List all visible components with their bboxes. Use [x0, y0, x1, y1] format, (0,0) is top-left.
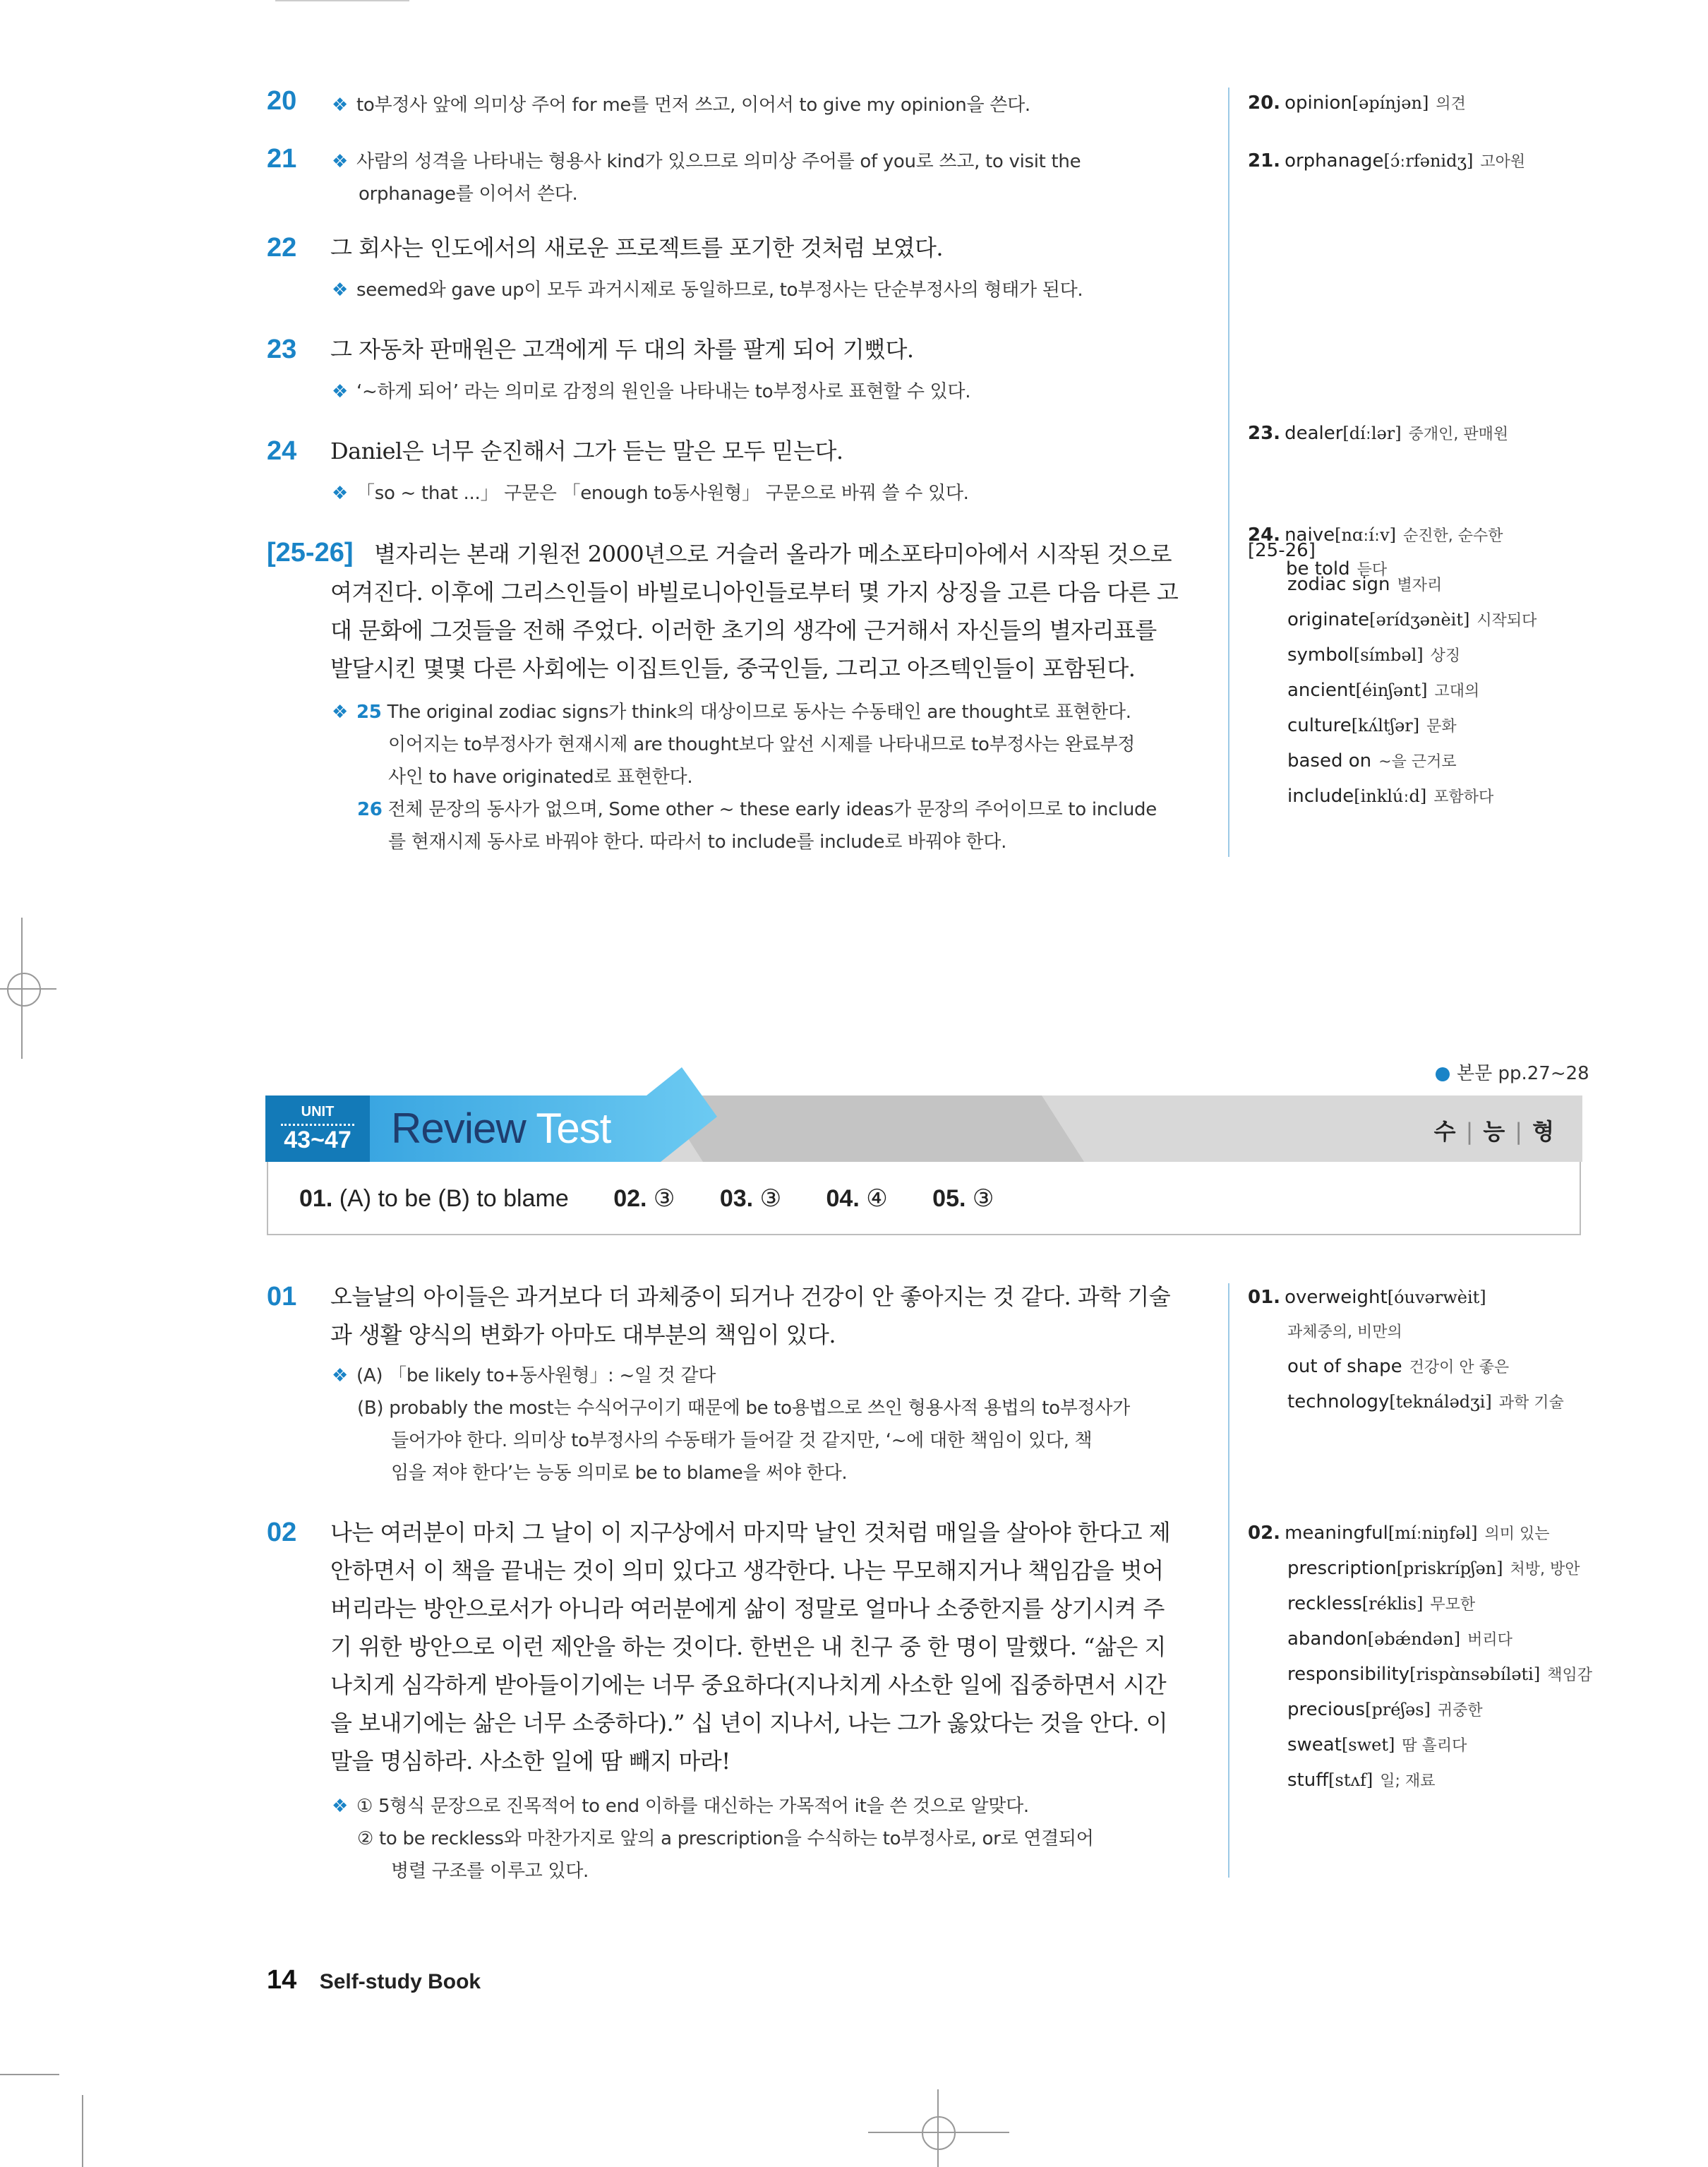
unit-range: 43~47	[284, 1127, 351, 1153]
summary-item: 02. ③	[613, 1185, 675, 1212]
korean-translation: 나는 여러분이 마치 그 날이 이 지구상에서 마지막 날인 것처럼 매일을 살아야 한다고 제 안하면서 이 책을 끝내는 것이 의미 있다고 생각한다. 나는 무모해지거나 책임감을 벗어 버리라는 방안으로서가 아니라 여러분에게 삶이 정말로 얼마나 소중한지를 상기시켜 주 기 위한 방안으로 이런 제안을 하는 것이다. 한번은 내 친구 중 한 명이 말했다. “삶은 지 나치게 심각하게 받아들이기에는 너무 중요하다(지나치게 사소한 일에 집중하면서 시간 을 보내기에는 삶은 너무 소중하다).” 십 년이 지나서, 나는 그가 옳았다는 것을 안다. 이 말을 명심하라. 사소한 일에 땀 빼지 마라!	[330, 1519, 1171, 1775]
vocab-item: precious[préʃəs] 귀중한	[1287, 1699, 1483, 1720]
diamond-icon: ❖	[332, 1796, 349, 1817]
column-divider-top	[1228, 88, 1229, 857]
vocab-item: include[inklúːd] 포함하다	[1287, 786, 1494, 807]
summary-item: 05. ③	[932, 1185, 994, 1212]
unit-dots	[281, 1124, 354, 1126]
crop-mark-bottom-v	[82, 2095, 83, 2167]
exam-type: 수 | 능 | 형	[1433, 1118, 1554, 1145]
summary-item: 04. ④	[826, 1185, 888, 1212]
answer-number: 20	[267, 86, 297, 116]
answer-number: 23	[267, 335, 297, 364]
vocab-item: symbol[símbəl] 상징	[1287, 644, 1461, 666]
review-test-banner	[265, 1067, 1582, 1162]
korean-translation: 그 회사는 인도에서의 새로운 프로젝트를 포기한 것처럼 보였다.	[330, 234, 944, 261]
vocab-item: 02. meaningful[míːniŋfəl] 의미 있는	[1248, 1523, 1550, 1544]
explanation: ❖ ① 5형식 문장으로 진목적어 to end 이하를 대신하는 가목적어 it을 쓴 것으로 알맞다. ② to be reckless와 마찬가지로 앞의 a prescription을 수식하는 to부정사로, or로 연결되어 병렬 구조를 이루고 있다.	[332, 1796, 1094, 1882]
vocab-item: based on ~을 근거로	[1287, 750, 1457, 772]
vocab-item: culture[kʌ́ltʃər] 문화	[1287, 715, 1457, 736]
vocab-item: stuff[stʌf] 일; 재료	[1287, 1770, 1436, 1791]
summary-item: 01. (A) to be (B) to blame	[299, 1185, 569, 1212]
diamond-icon: ❖	[332, 280, 349, 301]
vocab-item: responsibility[rispɑ̀nsəbíləti] 책임감	[1287, 1664, 1592, 1685]
korean-translation: 별자리는 본래 기원전 2000년으로 거슬러 올라가 메소포타미아에서 시작된 것으로 여겨진다. 이후에 그리스인들이 바빌로니아인들로부터 몇 가지 상징을 고른 다음 다른 고 대 문화에 그것들을 전해 주었다. 이러한 초기의 생각에 근거해서 자신들의 별자리표를 발달시킨 몇몇 다른 사회에는 이집트인들, 중국인들, 그리고 아즈텍인들이 포함된다.	[330, 541, 1179, 682]
page-reference: 본문 pp.27~28	[1436, 1059, 1589, 1085]
vocab-item: 23. dealer[díːlər] 중개인, 판매원	[1248, 423, 1509, 444]
vocab-item: sweat[swet] 땀 흘리다	[1287, 1734, 1467, 1755]
vocab-item: 21. orphanage[ɔ́ːrfənidʒ] 고아원	[1248, 150, 1526, 172]
vocab-item: prescription[priskrípʃən] 처방, 방안	[1287, 1558, 1580, 1579]
vocab-item: originate[ərídʒənèit] 시작되다	[1287, 609, 1537, 630]
korean-translation: 오늘날의 아이들은 과거보다 더 과체중이 되거나 건강이 안 좋아지는 것 같다. 과학 기술 과 생활 양식의 변화가 아마도 대부분의 책임이 있다.	[330, 1283, 1171, 1348]
vocab-item: reckless[réklis] 무모한	[1287, 1593, 1476, 1614]
explanation: ❖ 「so ~ that ...」 구문은 「enough to동사원형」 구문으로 바꿔 쓸 수 있다.	[332, 483, 969, 504]
explanation: ❖ 사람의 성격을 나타내는 형용사 kind가 있으므로 의미상 주어를 of you로 쓰고, to visit the orphanage를 이어서 쓴다.	[332, 151, 1081, 205]
vocab-item: 24. naive[nɑːíːv] 순진한, 순수한	[1248, 524, 1503, 546]
vocab-item: 과체중의, 비만의	[1287, 1323, 1402, 1341]
answer-number: 24	[267, 436, 297, 466]
answer-number: 21	[267, 144, 297, 174]
vocab-item: 20. opinion[əpínjən] 의견	[1248, 92, 1466, 114]
answer-number: 02	[267, 1518, 297, 1547]
diamond-icon: ❖	[332, 1365, 349, 1386]
unit-label: UNIT	[301, 1104, 335, 1119]
answer-number: 22	[267, 233, 297, 263]
vocab-item: out of shape 건강이 안 좋은	[1287, 1356, 1510, 1377]
crop-mark-top	[275, 0, 409, 1]
vocab-item: be told 듣다	[1286, 558, 1388, 580]
crop-mark-bottom-h	[0, 2074, 59, 2075]
banner-title: Review Test	[391, 1105, 611, 1152]
vocab-list-25-26: [25-26] zodiac sign 별자리 originate[ərídʒənèit] 시작되다 symbol[símbəl] 상징 ancient[éinʃənt] 고대의 culture[kʌ́ltʃər] 문화 based on ~을 근거로 include[inklúːd] 포함하다	[1248, 534, 1536, 815]
vocab-item: 01. overweight[óuvərwèit]	[1248, 1287, 1486, 1308]
answer-summary-box	[267, 1162, 1581, 1235]
korean-translation: Daniel은 너무 순진해서 그가 듣는 말은 모두 믿는다.	[330, 438, 843, 464]
explanation: ❖ ‘~하게 되어’ 라는 의미로 감정의 원인을 나타내는 to부정사로 표현할 수 있다.	[332, 381, 971, 402]
explanation: ❖ to부정사 앞에 의미상 주어 for me를 먼저 쓰고, 이어서 to give my opinion을 쓴다.	[332, 95, 1030, 116]
column-divider-bottom	[1228, 1283, 1229, 1878]
crop-circle-bottom	[922, 2116, 956, 2150]
diamond-icon: ❖	[332, 483, 349, 504]
vocab-item: zodiac sign 별자리	[1287, 574, 1443, 595]
vocab-list-02	[1248, 1516, 1592, 1799]
vocab-list-01	[1248, 1280, 1564, 1420]
crop-circle-left	[7, 973, 41, 1007]
vocab-item: technology[teknálədʒi] 과학 기술	[1287, 1391, 1564, 1412]
explanation-25: ❖ 25 The original zodiac signs가 think의 대상이므로 동사는 수동태인 are thought로 표현한다. 이어지는 to부정사가 현재시제 are thought보다 앞선 시제를 나타내므로 to부정사는 완료부정 사인 to have originated로 표현한다.	[332, 702, 1136, 788]
vocab-item: abandon[əbǽndən] 버리다	[1287, 1628, 1512, 1650]
page-footer	[267, 1965, 481, 1995]
explanation: ❖ (A) 「be likely to+동사원형」: ~일 것 같다 (B) probably the most는 수식어구이기 때문에 be to용법으로 쓰인 형용사적 용법의 to부정사가 들어가야 한다. 의미상 to부정사의 수동태가 들어갈 것 같지만, ‘~에 대한 책임이 있다, 책 임을 져야 한다’는 능동 의미로 be to blame을 써야 한다.	[332, 1365, 1130, 1484]
answer-number: [25-26]	[267, 538, 354, 568]
korean-translation: 그 자동차 판매원은 고객에게 두 대의 차를 팔게 되어 기뻤다.	[330, 336, 914, 363]
diamond-icon: ❖	[332, 381, 349, 402]
summary-item: 03. ③	[719, 1185, 782, 1212]
explanation: ❖ seemed와 gave up이 모두 과거시제로 동일하므로, to부정사는 단순부정사의 형태가 된다.	[332, 280, 1083, 301]
diamond-icon: ❖	[332, 95, 349, 116]
explanation-26: 26 전체 문장의 동사가 없으며, Some other ~ these early ideas가 문장의 주어이므로 to include 를 현재시제 동사로 바꿔야 한다. 따라서 to include를 include로 바꿔야 한다.	[357, 799, 1157, 853]
answer-number: 01	[267, 1282, 297, 1311]
vocab-item: ancient[éinʃənt] 고대의	[1287, 680, 1480, 701]
page-number: 14	[267, 1965, 297, 1995]
book-title: Self-study Book	[319, 1970, 481, 1993]
diamond-icon: ❖	[332, 702, 349, 723]
diamond-icon: ❖	[332, 151, 349, 172]
